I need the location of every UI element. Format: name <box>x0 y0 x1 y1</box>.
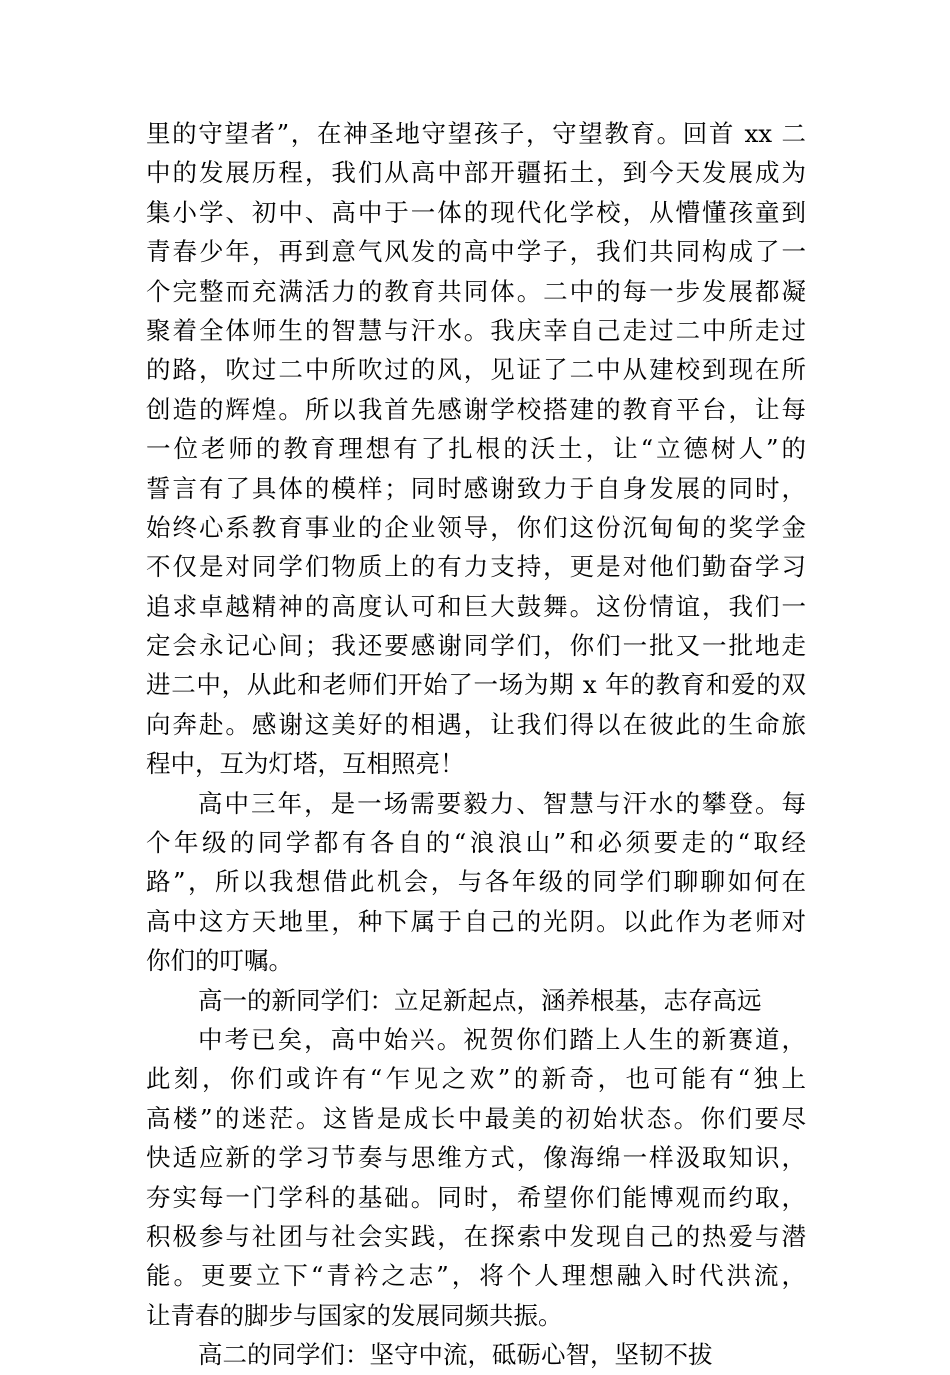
text-line: 路”，所以我想借此机会，与各年级的同学们聊聊如何在 <box>146 867 806 897</box>
text-line: 始终心系教育事业的企业领导，你们这份沉甸甸的奖学金 <box>146 512 806 542</box>
text-line: 青春少年，再到意气风发的高中学子，我们共同构成了一 <box>146 237 806 267</box>
text-line: 进二中，从此和老师们开始了一场为期 x 年的教育和爱的双 <box>146 670 806 700</box>
document-body <box>146 114 806 1375</box>
text-line: 让青春的脚步与国家的发展同频共振。 <box>146 1300 563 1330</box>
text-line: 追求卓越精神的高度认可和巨大鼓舞。这份情谊，我们一 <box>146 591 806 621</box>
text-line: 能。更要立下“青衿之志”，将个人理想融入时代洪流， <box>146 1261 806 1291</box>
paragraph-gratitude <box>146 114 806 784</box>
text-line: 高楼”的迷茫。这皆是成长中最美的初始状态。你们要尽 <box>146 1103 806 1133</box>
text-line: 向奔赴。感谢这美好的相遇，让我们得以在彼此的生命旅 <box>146 709 806 739</box>
text-line: 快适应新的学习节奏与思维方式，像海绵一样汲取知识， <box>146 1143 806 1173</box>
text-line: 你们的叮嘱。 <box>146 946 293 976</box>
text-line: 誓言有了具体的模样；同时感谢致力于自身发展的同时， <box>146 473 806 503</box>
text-line: 高中三年，是一场需要毅力、智慧与汗水的攀登。每 <box>198 788 806 818</box>
text-line: 创造的辉煌。所以我首先感谢学校搭建的教育平台，让每 <box>146 394 806 424</box>
text-line: 此刻，你们或许有“乍见之欢”的新奇，也可能有“独上 <box>146 1064 806 1094</box>
text-line: 个年级的同学都有各自的“浪浪山”和必须要走的“取经 <box>146 828 806 858</box>
text-line: 里的守望者”，在神圣地守望孩子，守望教育。回首 xx 二 <box>146 119 806 148</box>
section-heading: 高二的同学们：坚守中流，砥砺心智，坚韧不拔 <box>198 1340 713 1370</box>
text-line: 积极参与社团与社会实践，在探索中发现自己的热爱与潜 <box>146 1221 806 1251</box>
paragraph-three-years <box>146 784 806 981</box>
section-heading: 高一的新同学们：立足新起点，涵养根基，志存高远 <box>198 985 762 1015</box>
text-line: 中的发展历程，我们从高中部开疆拓土，到今天发展成为 <box>146 158 806 188</box>
paragraph-grade-one <box>146 1020 806 1335</box>
section-heading-grade-two <box>146 1335 806 1374</box>
text-line: 的路，吹过二中所吹过的风，见证了二中从建校到现在所 <box>146 355 806 385</box>
text-line: 中考已矣，高中始兴。祝贺你们踏上人生的新赛道， <box>198 1024 806 1054</box>
text-line: 一位老师的教育理想有了扎根的沃土，让“立德树人”的 <box>146 434 806 464</box>
text-line: 夯实每一门学科的基础。同时，希望你们能博观而约取， <box>146 1182 806 1212</box>
text-line: 不仅是对同学们物质上的有力支持，更是对他们勤奋学习 <box>146 552 806 582</box>
text-line: 定会永记心间；我还要感谢同学们，你们一批又一批地走 <box>146 631 806 661</box>
text-line: 高中这方天地里，种下属于自己的光阴。以此作为老师对 <box>146 906 806 936</box>
text-line: 聚着全体师生的智慧与汗水。我庆幸自己走过二中所走过 <box>146 315 806 345</box>
text-line: 个完整而充满活力的教育共同体。二中的每一步发展都凝 <box>146 276 806 306</box>
text-line: 程中，互为灯塔，互相照亮！ <box>146 749 465 779</box>
text-line: 集小学、初中、高中于一体的现代化学校，从懵懂孩童到 <box>146 197 806 227</box>
section-heading-grade-one <box>146 981 806 1020</box>
